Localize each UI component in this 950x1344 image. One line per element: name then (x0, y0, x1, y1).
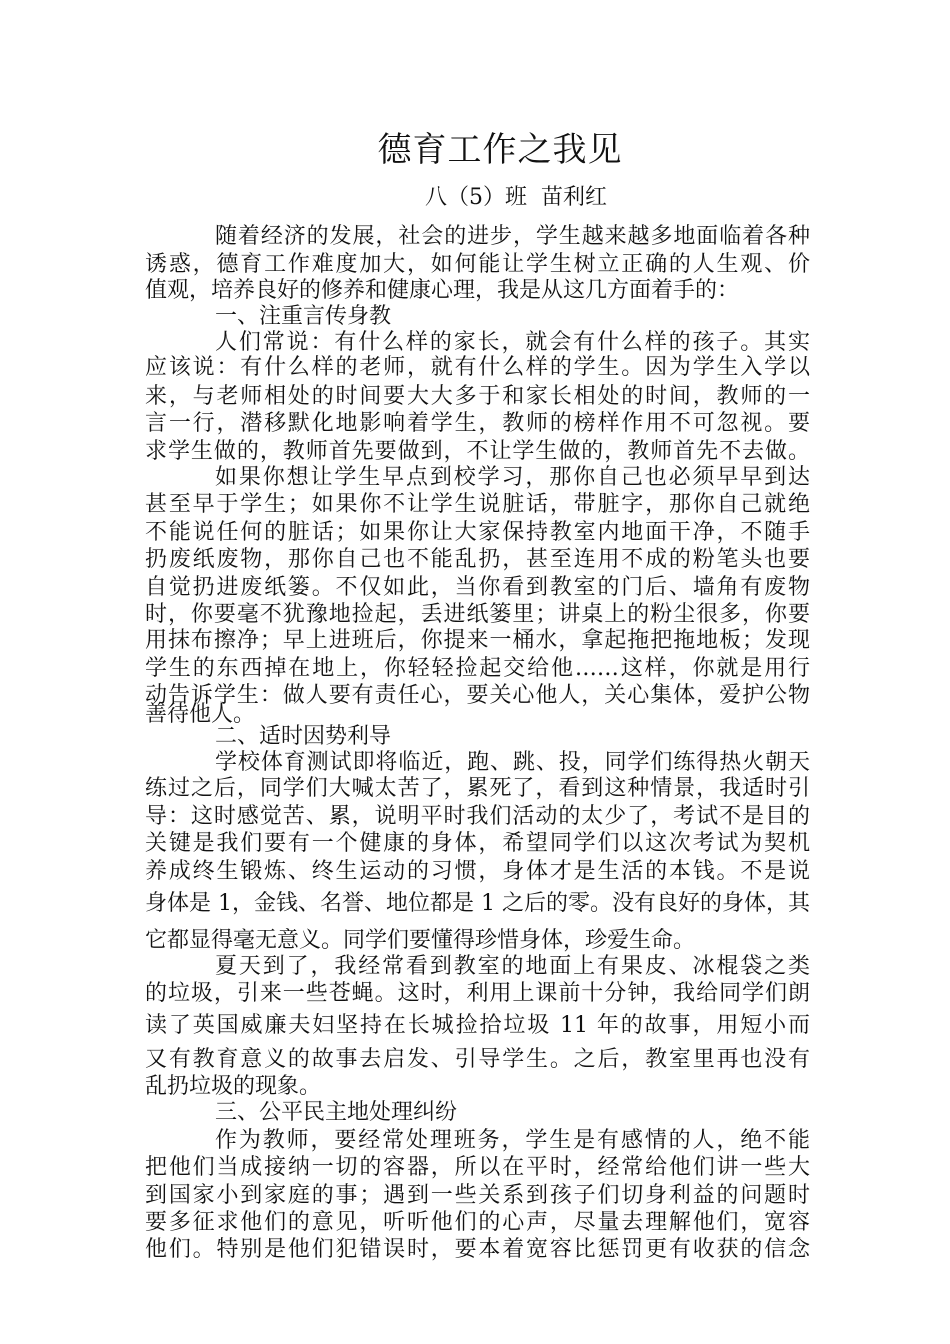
paragraph-line: 二、适时因势利导 (215, 724, 392, 749)
paragraph-line: 随着经济的发展，社会的进步，学生越来越多地面临着各种 (215, 224, 810, 249)
paragraph-line: 把他们当成接纳一切的容器，所以在平时，经常给他们讲一些大 (145, 1155, 810, 1180)
paragraph-line: 读了英国威廉夫妇坚持在长城捡拾垃圾 11 年的故事，用短小而 (145, 1013, 810, 1038)
paragraph-line: 养成终生锻炼、终生运动的习惯，身体才是生活的本钱。不是说 (145, 859, 810, 884)
paragraph-line: 言一行，潜移默化地影响着学生，教师的榜样作用不可忽视。要 (145, 411, 810, 436)
paragraph-line: 求学生做的，教师首先要做到，不让学生做的，教师首先不去做。 (145, 439, 810, 464)
paragraph-line: 诱惑，德育工作难度加大，如何能让学生树立正确的人生观、价 (145, 252, 810, 277)
paragraph-line: 学校体育测试即将临近，跑、跳、投，同学们练得热火朝天 (215, 750, 810, 775)
paragraph-line: 不能说任何的脏话；如果你让大家保持教室内地面干净，不随手 (145, 520, 810, 545)
paragraph-line: 来，与老师相处的时间要大大多于和家长相处的时间，教师的一 (145, 384, 810, 409)
paragraph-line: 要多征求他们的意见，听听他们的心声，尽量去理解他们，宽容 (145, 1210, 810, 1235)
paragraph-line: 练过之后，同学们大喊太苦了，累死了，看到这种情景，我适时引 (145, 776, 810, 801)
paragraph-line: 自觉扔进废纸篓。不仅如此，当你看到教室的门后、墙角有废物 (145, 575, 810, 600)
paragraph-line: 用抹布擦净；早上进班后，你提来一桶水，拿起拖把拖地板；发现 (145, 628, 810, 653)
paragraph-line: 人们常说：有什么样的家长，就会有什么样的孩子。其实 (215, 330, 810, 355)
paragraph-line: 作为教师，要经常处理班务，学生是有感情的人，绝不能 (215, 1128, 810, 1153)
paragraph-line: 的垃圾，引来一些苍蝇。这时，利用上课前十分钟，我给同学们朗 (145, 981, 810, 1006)
paragraph-line: 动告诉学生：做人要有责任心，要关心他人，关心集体，爱护公物 (145, 683, 810, 708)
paragraph-line: 值观，培养良好的修养和健康心理，我是从这几方面着手的： (145, 278, 740, 303)
paragraph-line: 甚至早于学生；如果你不让学生说脏话，带脏字，那你自己就绝 (145, 492, 810, 517)
paragraph-line: 关键是我们要有一个健康的身体，希望同学们以这次考试为契机 (145, 831, 810, 856)
paragraph-line: 又有教育意义的故事去启发、引导学生。之后，教室里再也没有 (145, 1047, 810, 1072)
paragraph-line: 到国家小到家庭的事；遇到一些关系到孩子们切身利益的问题时 (145, 1183, 810, 1208)
document-title: 德育工作之我见 (377, 130, 623, 170)
paragraph-line: 乱扔垃圾的现象。 (145, 1074, 322, 1099)
paragraph-line: 他们。特别是他们犯错误时，要本着宽容比惩罚更有收获的信念 (145, 1237, 810, 1262)
paragraph-line: 一、注重言传身教 (215, 304, 392, 329)
paragraph-line: 善待他人。 (145, 702, 256, 727)
paragraph-line: 夏天到了，我经常看到教室的地面上有果皮、冰棍袋之类 (215, 954, 810, 979)
paragraph-line: 扔废纸废物，那你自己也不能乱扔，甚至连用不成的粉笔头也要 (145, 547, 810, 572)
paragraph-line: 身体是 1，金钱、名誉、地位都是 1 之后的零。没有良好的身体，其 (145, 891, 810, 916)
paragraph-line: 学生的东西掉在地上，你轻轻捡起交给他……这样，你就是用行 (145, 656, 810, 681)
paragraph-line: 它都显得毫无意义。同学们要懂得珍惜身体，珍爱生命。 (145, 928, 696, 953)
paragraph-line: 如果你想让学生早点到校学习，那你自己也必须早早到达 (215, 465, 810, 490)
paragraph-line: 三、公平民主地处理纠纷 (215, 1100, 458, 1125)
paragraph-line: 应该说：有什么样的老师，就有什么样的学生。因为学生入学以 (145, 355, 810, 380)
paragraph-line: 导：这时感觉苦、累，说明平时我们活动的太少了，考试不是目的 (145, 804, 810, 829)
paragraph-line: 时，你要毫不犹豫地捡起，丢进纸篓里；讲桌上的粉尘很多，你要 (145, 602, 810, 627)
author-byline: 八（5）班 苗利红 (425, 185, 607, 210)
